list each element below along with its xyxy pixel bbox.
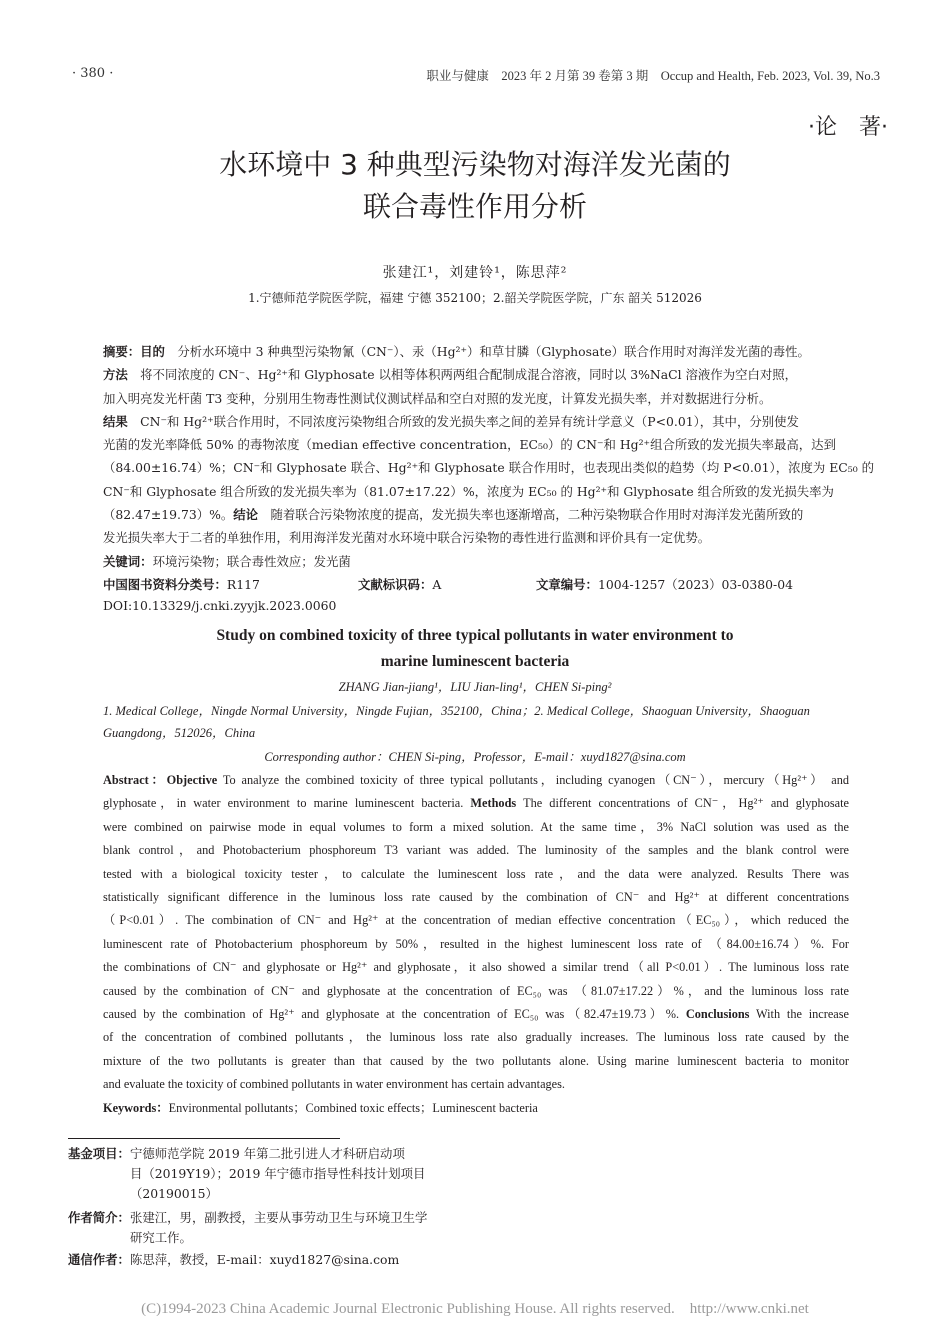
classification-row (103, 575, 849, 597)
corresponding-line: 陈思萍，教授，E-mail：xuyd1827@sina.com (130, 1252, 400, 1267)
footnote-divider (68, 1138, 340, 1139)
results-text: 光菌的发光率降低 50% 的毒物浓度（median effective concentration，EC₅₀）的 CN⁻和 Hg²⁺组合所致的发光损失率最高，达到 (103, 437, 836, 453)
abstract-text: mixture of the two pollutants is greater than that caused by the two pollutants alone. Using marine luminescent bacteria to monitor (103, 1053, 849, 1068)
english-methods-label: Methods (470, 796, 517, 811)
chinese-keywords (103, 552, 351, 570)
abstract-text: the combinations of CN⁻ and glyphosate or Hg²⁺ and glyphosate，it also showed a similar trend（all P<0.01）. The luminous loss rate (103, 960, 849, 975)
abstract-text: luminescent rate of Photobacterium phosphoreum by 50%，resulted in the highest luminescent loss rate of （84.00±16.74）%. For (103, 936, 849, 951)
chinese-authors: 张建江¹，刘建铃¹，陈思萍² (382, 265, 568, 281)
clc-label: 中国图书资料分类号： (103, 577, 227, 592)
chinese-title-line-2: 联合毒性作用分析 (362, 190, 587, 223)
clc-value: R117 (226, 577, 260, 592)
funding-label: 基金项目： (68, 1146, 130, 1161)
abstract-text: caused by the combination of Hg²⁺ and glyphosate at the concentration of EC₅₀ was（82.47±19.73）%. (103, 1007, 686, 1022)
abstract-text: （P<0.01）. The combination of CN⁻ and Hg²⁺ at the concentration of median effective concentration（EC₅₀），which reduced the (103, 913, 849, 928)
keywords-label: 关键词： (103, 554, 153, 569)
corresponding-footnote (68, 1250, 400, 1270)
document-code (358, 575, 441, 593)
abstract-text: of the concentration of combined pollutants，the luminous loss rate also gradually increases. The luminous loss rate caused by the (103, 1030, 849, 1045)
doi: DOI:10.13329/j.cnki.zyyjk.2023.0060 (103, 598, 337, 613)
abstract-text: To analyze the combined toxicity of three typical pollutants，including cyanogen（CN⁻），mercury（Hg²⁺） and (217, 773, 849, 787)
english-keywords-label: Keywords： (103, 1100, 169, 1115)
english-title-line-2: marine luminescent bacteria (380, 653, 570, 670)
abstract-text: tested with a biological toxicity tester，to calculate the luminescent loss rate，and the data were analyzed. Results There was (103, 866, 849, 881)
keywords-text: 环境污染物；联合毒性效应；发光菌 (152, 554, 351, 569)
article-number (536, 575, 793, 593)
english-abstract (103, 769, 849, 1120)
chinese-title (0, 144, 950, 228)
conclusion-label: 结论 (233, 507, 259, 523)
article-number-label: 文章编号： (536, 577, 598, 592)
conclusion-text: 发光损失率大于二者的单独作用，利用海洋发光菌对水环境中联合污染物的毒性进行监测和评价具有一定优势。 (103, 530, 711, 546)
document-code-value: A (432, 577, 442, 592)
copyright-watermark: (C)1994-2023 China Academic Journal Electronic Publishing House. All rights reserved. http://www.cnki.net (141, 1301, 809, 1317)
abstract-text: were combined on pairwise mode in equal volumes to form a mixed solution. At the same time，3% NaCl solution was used as the (103, 819, 849, 834)
chinese-abstract (103, 340, 875, 550)
abstract-text: blank control，and Photobacterium phosphoreum T3 variant was added. The luminosity of the samples and the blank control were (103, 843, 849, 858)
abstract-text: With the increase (749, 1007, 849, 1022)
english-abstract-label: Abstract： (103, 773, 167, 787)
journal-citation: 职业与健康 2023 年 2 月第 39 卷第 3 期 Occup and Health, Feb. 2023, Vol. 39, No.3 (426, 69, 880, 83)
chinese-title-line-1: 水环境中 3 种典型污染物对海洋发光菌的 (219, 148, 731, 181)
results-text: （82.47±19.73）%。 (103, 507, 234, 523)
english-affiliation (103, 700, 849, 744)
english-keywords-text: Environmental pollutants；Combined toxic effects；Luminescent bacteria (168, 1100, 538, 1115)
page-number: · 380 · (72, 66, 114, 81)
document-code-label: 文献标识码： (358, 577, 433, 592)
english-title-line-1: Study on combined toxicity of three typical pollutants in water environment to (216, 627, 734, 644)
conclusion-text: 随着联合污染物浓度的提高，发光损失率也逐渐增高，二种污染物联合作用时对海洋发光菌所致的 (258, 507, 804, 523)
running-head (72, 66, 880, 86)
objective-label: 目的 (140, 344, 165, 359)
funding-line: （20190015） (130, 1186, 218, 1201)
methods-text: 将不同浓度的 CN⁻、Hg²⁺和 Glyphosate 以相等体积两两组合配制成混合溶液，同时以 3%NaCl 溶液作为空白对照， (127, 367, 798, 383)
abstract-text: statistically significant difference in the luminous loss rate caused by the combination of CN⁻ and Hg²⁺ at different concentrations (103, 890, 849, 905)
results-text: CN⁻和 Glyphosate 组合所致的发光损失率为（81.07±17.22）%，浓度为 EC₅₀ 的 Hg²⁺和 Glyphosate 组合所致的发光损失率为 (103, 483, 834, 499)
results-label: 结果 (103, 413, 128, 429)
author-bio-footnote (68, 1208, 428, 1245)
author-bio-line: 研究工作。 (130, 1230, 192, 1245)
section-tag: ·论 著· (808, 115, 888, 140)
abstract-text: caused by the combination of CN⁻ and glyphosate at the concentration of EC₅₀ was （81.07±17.22）%，and the luminous loss rate (103, 983, 849, 998)
english-title (0, 623, 950, 675)
english-objective-label: Objective (166, 773, 218, 787)
author-bio-label: 作者简介： (68, 1210, 130, 1225)
english-affiliation-line-2: Guangdong，512026，China (103, 726, 256, 740)
corresponding-label: 通信作者： (68, 1252, 130, 1267)
chinese-affiliation: 1.宁德师范学院医学院，福建 宁德 352100；2.韶关学院医学院，广东 韶关 512026 (248, 291, 702, 305)
funding-line: 目（2019Y19）；2019 年宁德市指导性科技计划项目 (130, 1166, 426, 1181)
methods-label: 方法 (103, 367, 128, 383)
objective-text: 分析水环境中 3 种典型污染物氰（CN⁻）、汞（Hg²⁺）和草甘膦（Glyphosate）联合作用时对海洋发光菌的毒性。 (164, 344, 810, 359)
funding-footnote (68, 1144, 426, 1201)
corresponding-author: Corresponding author：CHEN Si-ping，Professor，E-mail：xuyd1827@sina.com (264, 750, 686, 764)
english-conclusions-label: Conclusions (685, 1007, 750, 1022)
abstract-text: glyphosate，in water environment to marine luminescent bacteria. (103, 796, 471, 811)
results-text: （84.00±16.74）%；CN⁻和 Glyphosate 联合、Hg²⁺和 Glyphosate 联合作用时，也表现出类似的趋势（均 P<0.01），浓度为 EC₅₀ 的 (103, 460, 875, 476)
english-affiliation-line-1: 1. Medical College，Ningde Normal University，Ningde Fujian，352100，China；2. Medical College，Shaoguan University，Shaoguan (103, 704, 810, 718)
clc-number (103, 575, 260, 593)
author-bio-line: 张建江，男，副教授，主要从事劳动卫生与环境卫生学 (130, 1210, 428, 1225)
abstract-label: 摘要： (103, 344, 141, 359)
corresponding-text (130, 1250, 530, 1270)
funding-text (130, 1144, 530, 1204)
abstract-text: The different concentrations of CN⁻，Hg²⁺ and glyphosate (516, 796, 849, 811)
results-text: CN⁻和 Hg²⁺联合作用时，不同浓度污染物组合所致的发光损失率之间的差异有统计学意义（P<0.01），其中，分别使发 (127, 413, 799, 429)
english-authors: ZHANG Jian-jiang¹，LIU Jian-ling¹，CHEN Si-ping² (338, 680, 612, 694)
methods-text: 加入明亮发光杆菌 T3 变种，分别用生物毒性测试仪测试样品和空白对照的发光度，计算发光损失率，并对数据进行分析。 (103, 390, 772, 406)
abstract-text: and evaluate the toxicity of combined pollutants in water environment has certain advantages. (103, 1077, 566, 1092)
article-number-value: 1004-1257（2023）03-0380-04 (597, 577, 793, 592)
funding-line: 宁德师范学院 2019 年第二批引进人才科研启动项 (130, 1146, 405, 1161)
author-bio-text (130, 1208, 530, 1248)
